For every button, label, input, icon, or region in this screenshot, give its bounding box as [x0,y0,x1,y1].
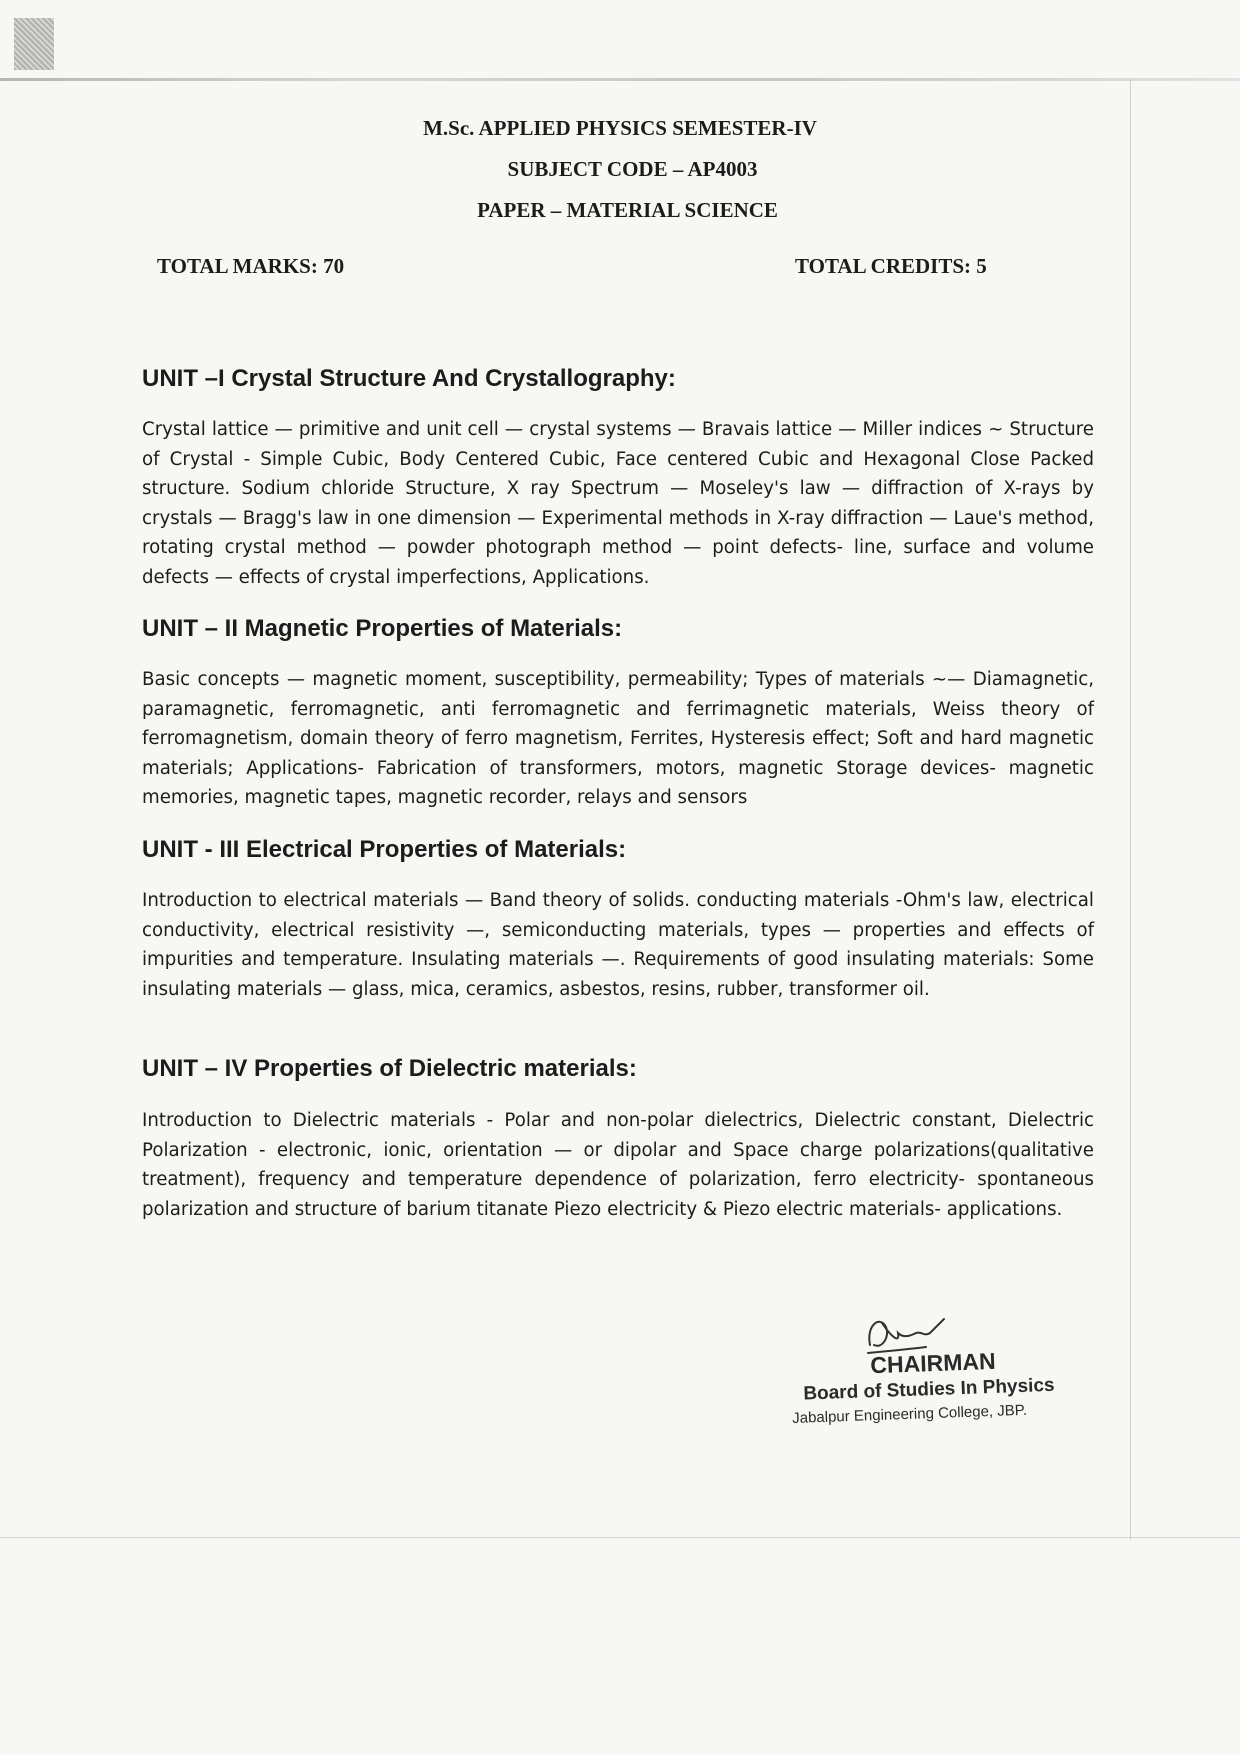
signature-block [790,1345,1092,1427]
unit-2-heading: UNIT – II Magnetic Properties of Materials: [142,615,623,642]
scan-border-line [1130,80,1131,1540]
header-program-line: M.Sc. APPLIED PHYSICS SEMESTER-IV [423,116,817,140]
signatory-board: Board of Studies In Physics [803,1374,1055,1405]
header-paper-title: PAPER – MATERIAL SCIENCE [477,198,778,222]
unit-4-body: Introduction to Dielectric materials - Polar and non-polar dielectrics, Dielectric constant, Dielectric Polarization - electronic, ionic, orientation — or dipolar and Space charge polarizations(qualitative treatment), frequency and temperature dependence of polarization, ferro electricity- spontaneous polarization and structure of barium titanate Piezo electricity & Piezo electric materials- applications. [142,1110,1094,1220]
total-credits: TOTAL CREDITS: 5 [795,254,987,278]
scan-border-line [0,1537,1240,1538]
total-marks: TOTAL MARKS: 70 [157,254,345,278]
scan-artifact [14,18,54,70]
unit-4-heading: UNIT – IV Properties of Dielectric materials: [142,1055,637,1082]
scan-border-line [0,78,1240,81]
signatory-title: CHAIRMAN [869,1347,997,1379]
unit-1-heading: UNIT –I Crystal Structure And Crystallography: [142,365,676,392]
unit-1-body: Crystal lattice — primitive and unit cell — crystal systems — Bravais lattice — Miller indices ~ Structure of Crystal - Simple Cubic, Body Centered Cubic, Face centered Cubic and Hexagonal Close Packed structure. Sodium chloride Structure, X ray Spectrum — Moseley's law — diffraction of X-rays by crystals — Bragg's law in one dimension — Experimental methods in X-ray diffraction — Laue's method, rotating crystal method — powder photograph method — point defects- line, surface and volume defects — effects of crystal imperfections, Applications. [142,419,1094,588]
unit-3-body: Introduction to electrical materials — Band theory of solids. conducting materials -Ohm's law, electrical conductivity, electrical resistivity —, semiconducting materials, types — properties and effects of impurities and temperature. Insulating materials —. Requirements of good insulating materials: Some insulating materials — glass, mica, ceramics, asbestos, resins, rubber, transformer oil. [142,890,1094,1000]
signatory-college: Jabalpur Engineering College, JBP. [791,1401,1028,1427]
unit-2-body: Basic concepts — magnetic moment, susceptibility, permeability; Types of materials ~— Diamagnetic, paramagnetic, ferromagnetic, anti ferromagnetic and ferrimagnetic materials, Weiss theory of ferromagnetism, domain theory of ferro magnetism, Ferrites, Hysteresis effect; Soft and hard magnetic materials; Applications- Fabrication of transformers, motors, magnetic Storage devices- magnetic memories, magnetic tapes, magnetic recorder, relays and sensors [142,669,1094,808]
document-header [0,116,1240,239]
unit-3-heading: UNIT - III Electrical Properties of Materials: [142,836,627,863]
header-subject-code: SUBJECT CODE – AP4003 [507,157,758,181]
